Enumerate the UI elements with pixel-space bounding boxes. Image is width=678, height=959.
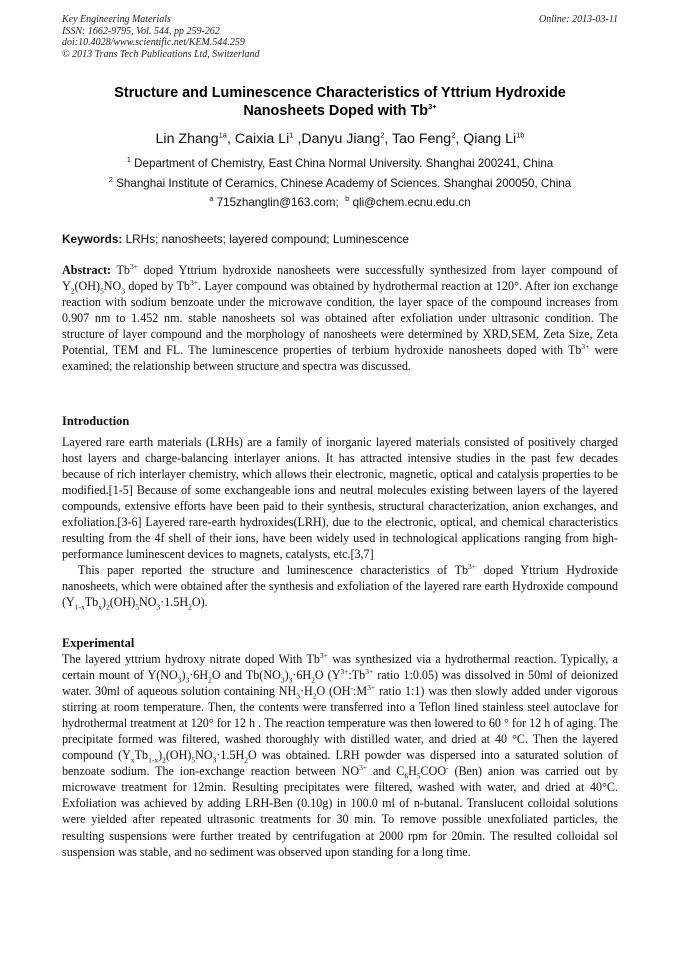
copyright-line: © 2013 Trans Tech Publications Ltd, Switzerland xyxy=(62,48,260,60)
introduction-body xyxy=(62,434,618,611)
email-line: $^a$ 715zhanglin@163.com; $^b$ qli@chem.ecnu.edu.cn xyxy=(209,194,471,209)
email-a: 715zhanglin@163.com; xyxy=(216,196,339,209)
intro-paragraph-1: Layered rare earth materials (LRHs) are a family of inorganic layered materials consisted of positively charged host layers and charge-balancing interlayer anions. It has attracted intensive studies in the past few decades because of rich interlayer chemistry, which allows their electronic, magnetic, optical and catalysis properties to be modified.[1-5] Because of some exchangeable ions and neutral molecules existing between layers of the layered compounds, extensive efforts have been paid to their synthesis, structural characterization, anion exchanges, and exfoliation.[3-6] Layered rare-earth hydroxides(LRH), due to the electronic, optical, and chemical characteristics resulting from the 4f shell of their ions, have been widely used in technological applications ranging from high-performance luminescent devices to magnets, catalysts, etc.[3,7] xyxy=(62,435,618,562)
abstract-label: Abstract: xyxy=(62,263,112,277)
title-line-1: Structure and Luminescence Characteristics of Yttrium Hydroxide xyxy=(114,85,566,101)
author: Qiang $Li^{1b}$ xyxy=(463,130,525,147)
experimental-heading: Experimental xyxy=(62,636,135,650)
author: Danyu Jiang$^2$, xyxy=(301,130,393,147)
author: Caixia Li$^1$ , xyxy=(234,130,302,147)
author-list xyxy=(62,130,618,148)
affiliation-1: $^1$ Department of Chemistry, East China Normal University. Shanghai 200241, China xyxy=(126,155,554,170)
journal-name: Key Engineering Materials xyxy=(62,14,171,25)
introduction-heading: Introduction xyxy=(62,414,130,428)
affiliation-2: $^2$ Shanghai Institute of Ceramics, Chinese Academy of Sciences. Shanghai 200050, China xyxy=(108,175,572,190)
intro-paragraph-2: This paper reported the structure and luminescence characteristics of $Tb^{3+}$ doped Yttrium Hydroxide nanosheets, which were obtained after the synthesis and exfoliation of the layered rare earth Hydroxide compound $(Y_{1-x}Tb_x)_2(OH)_5NO_3\cdot 1.5H_2O$). xyxy=(62,562,618,612)
title-line-2: Nanosheets Doped with $Tb^{3+}$ xyxy=(243,102,437,119)
online-date: Online: 2013-03-11 xyxy=(539,14,618,25)
email-b: qli@chem.ecnu.edu.cn xyxy=(352,196,471,209)
paper-title xyxy=(62,84,618,120)
author: Lin Zhang$^{1a}$, xyxy=(155,130,235,147)
keywords: Keywords: LRHs; nanosheets; layered compound; Luminescence xyxy=(62,232,409,246)
journal-header xyxy=(62,14,618,60)
author: Tao Feng$^2$, xyxy=(392,130,464,147)
doi-line: doi:10.4028/www.scientific.net/KEM.544.259 xyxy=(62,37,245,48)
issn-line: ISSN: 1662-9795, Vol. 544, pp 259-262 xyxy=(62,25,220,37)
abstract: Abstract: $Tb^{3+}$ doped Yttrium hydroxide nanosheets were successfully synthesized from layer compound of $Y_2(OH)_5NO_3$ doped by $Tb^{3+}$. Layer compound was obtained by hydrothermal reaction at 120°. After ion exchange reaction with sodium benzoate under the microwave condition, the layer space of the compound increases from 0.907 nm to 1.452 nm. stable nanosheets sol was obtained after exfoliation under ultrasonic condition. The structure of layer compound and the morphology of nanosheets were determined by XRD,SEM, Zeta Size, Zeta Potential, TEM and FL. The luminescence properties of terbium hydroxide nanosheets doped with $Tb^{3+}$ were examined; the relationship between structure and spectra was discussed. xyxy=(62,261,619,374)
experimental-body: The layered yttrium hydroxy nitrate doped With $Tb^{3+}$ was synthesized via a hydrothermal reaction. Typically, a certain mount of $Y(NO_3)_3\cdot 6H_2O$ and $Tb(NO_3)_3\cdot 6H_2O$ ($Y^{3+}:Tb^{3+}$ ratio 1:0.05) was dissolved in 50ml of deionized water. 30ml of aqueous solution containing $NH_3\cdot H_2O$ ($OH^-:M^{3+}$ ratio 1:1) was then slowly added under vigorous stirring at room temperature. Then, the contents were transferred into a Teflon lined stainless steel autoclave for hydrothermal treatment at 120° for 12 h . The reaction temperature was then lowered to 60 ° for 12 h of aging. The precipitate formed was filtered, washed thoroughly with distilled water, and dried at 40 °C. Then the layered compound $(Y_xTb_{1-x})_2(OH)_5NO_3\cdot 1.5H_2O$ was obtained. LRH powder was dispersed into a saturated solution of benzoate sodium. The ion-exchange reaction between $NO^{3+}$ and $C_6H_5COO^-$ (Ben) anion was carried out by microwave treatment for 12min. Resulting precipitates were filtered, washed with water, and dried at 40°C. Exfoliation was achieved by adding LRH-Ben (0.10g) in 100.0 ml of n-butanal. Translucent colloidal solutions were yielded after repeated ultrasonic treatments for 30 min. To remove possible unexfoliated particles, the resulting suspensions were further treated by centrifugation at 2000 rpm for 20min. The resulted colloidal sol suspension was stable, and no sediment was observed upon standing for a long time. xyxy=(62,650,619,859)
